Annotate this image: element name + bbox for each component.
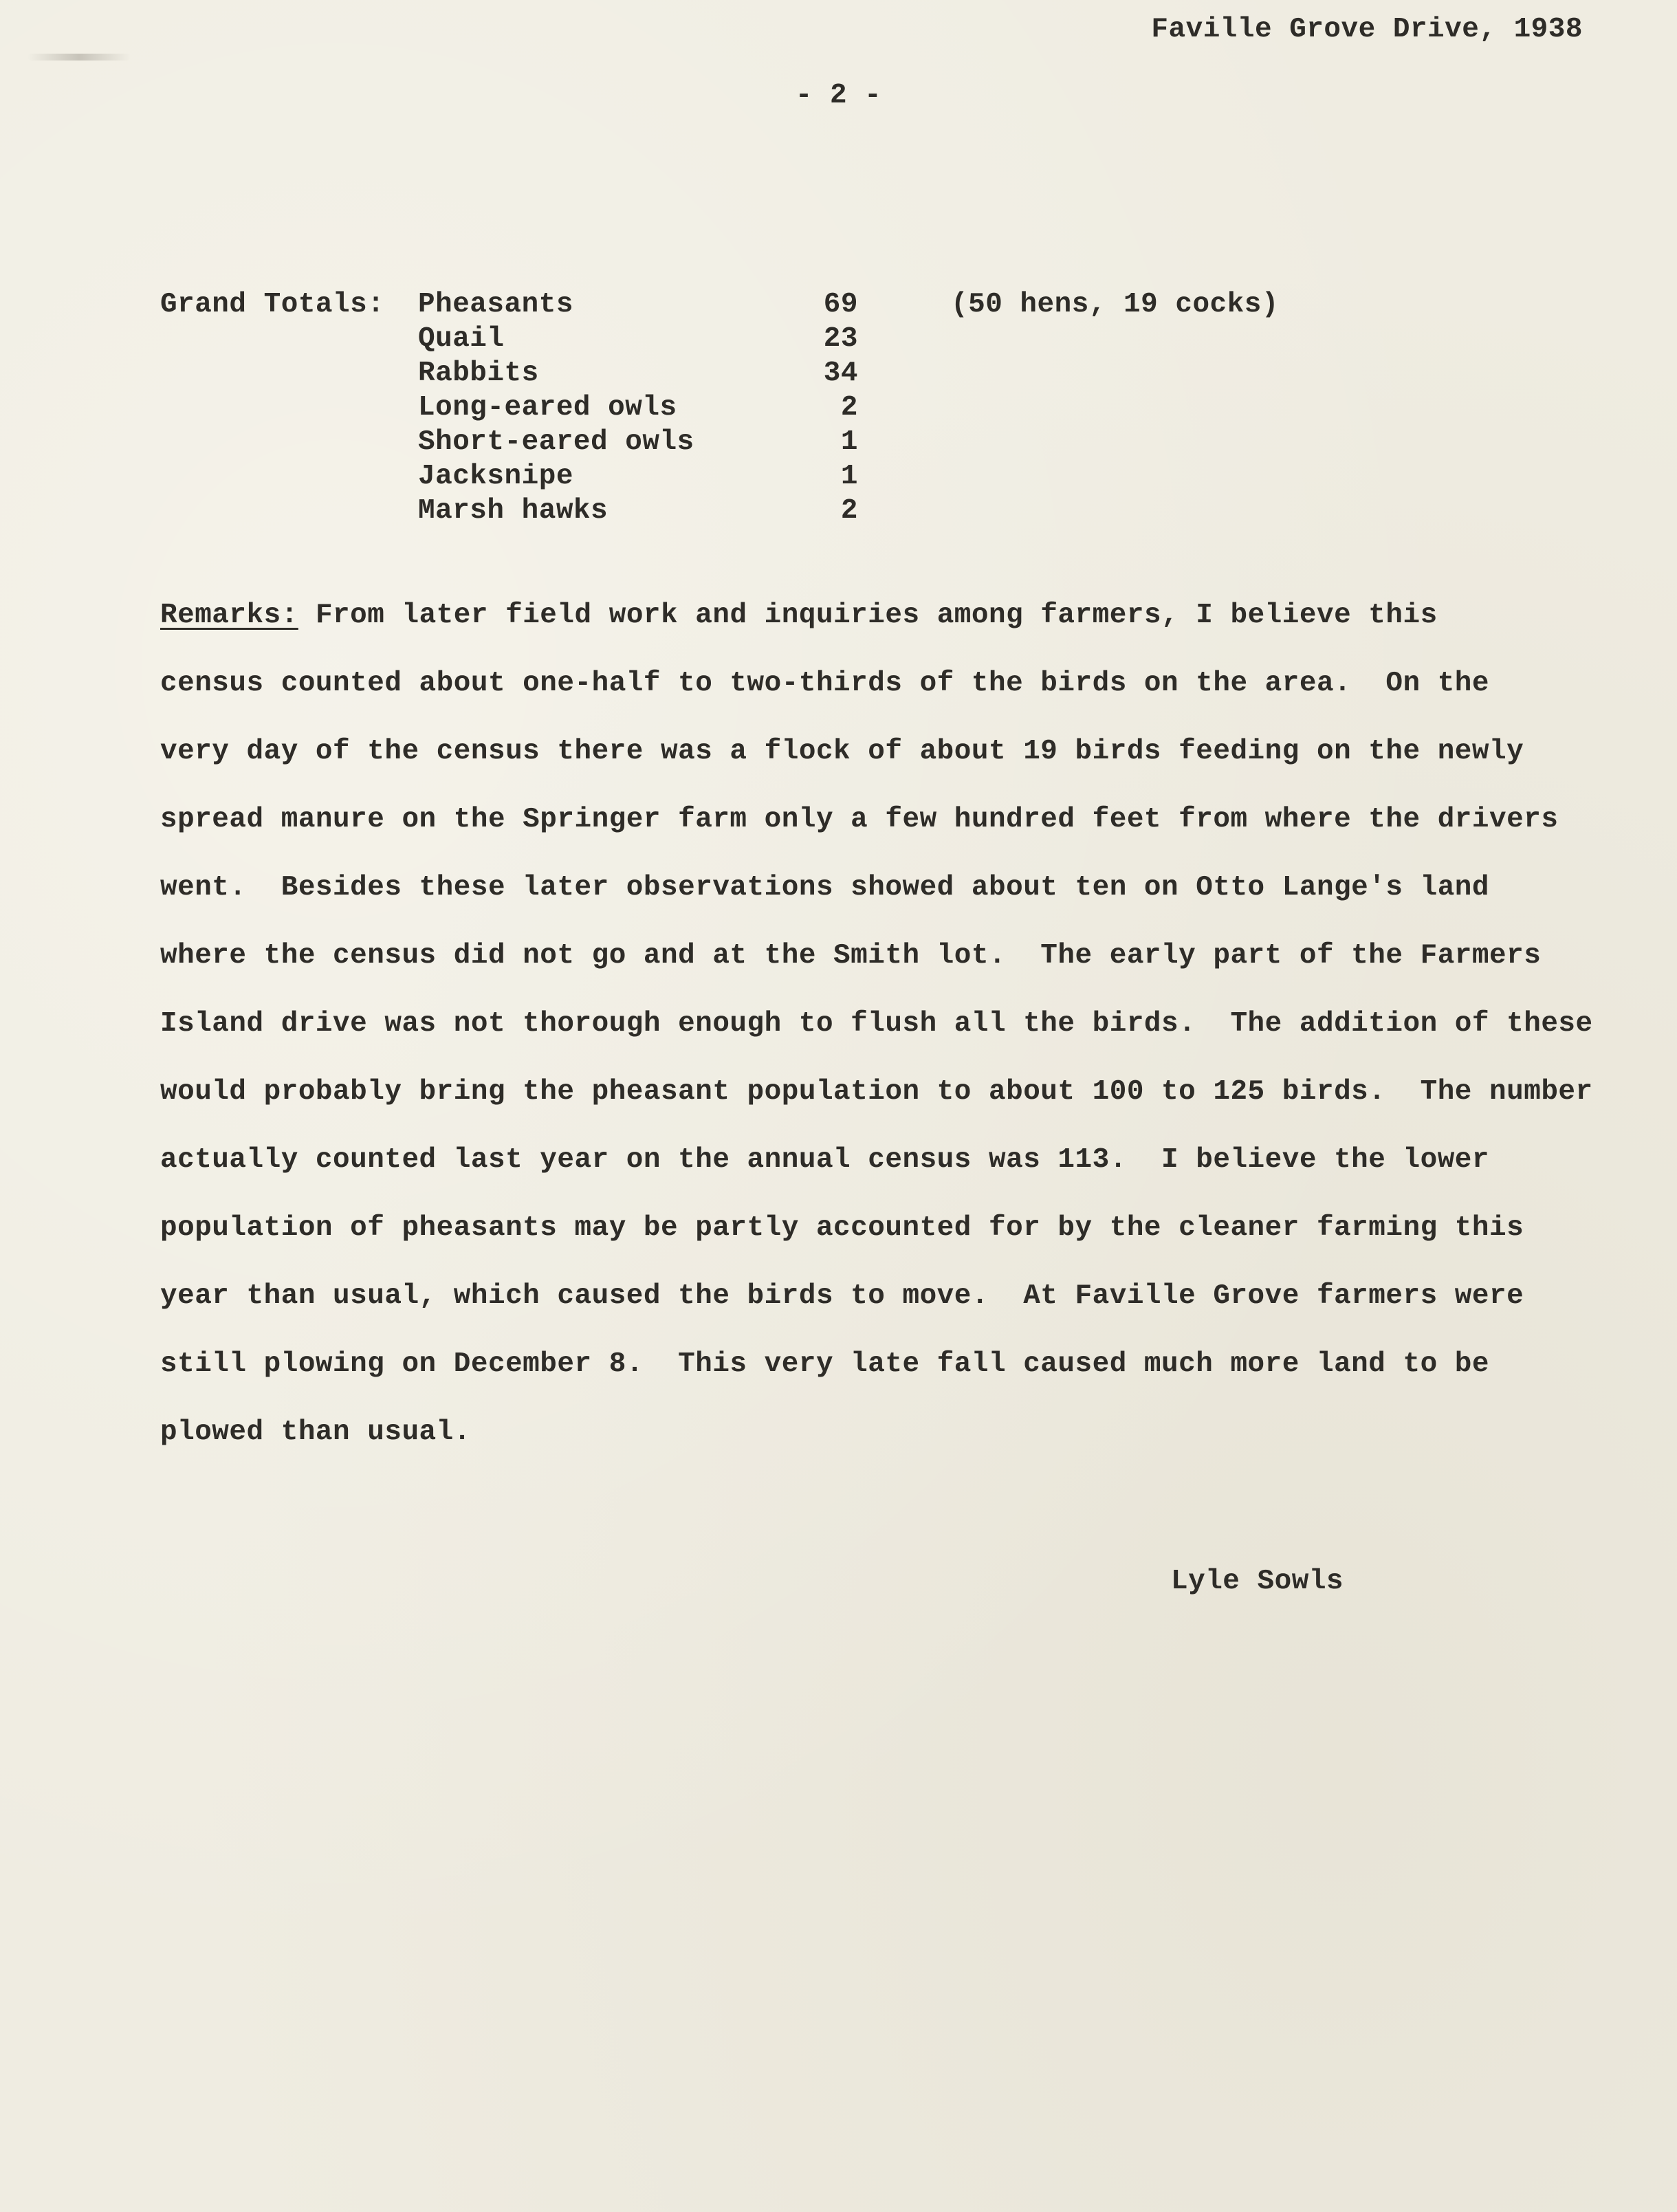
totals-row — [418, 426, 1381, 461]
document-header-title: Faville Grove Drive, 1938 — [1151, 14, 1583, 45]
totals-row — [418, 495, 1381, 529]
paper-smudge — [28, 54, 131, 61]
totals-species: Short-eared owls — [418, 426, 694, 458]
remarks-line: where the census did not go and at the Smith lot. The early part of the Farmers — [160, 940, 1542, 972]
remarks-line: actually counted last year on the annual census was 113. I believe the lower — [160, 1144, 1490, 1176]
totals-row — [418, 323, 1381, 358]
totals-count: 34 — [823, 358, 858, 389]
totals-count: 2 — [840, 392, 858, 424]
totals-species: Quail — [418, 323, 505, 355]
totals-row — [418, 461, 1381, 495]
remarks-line: went. Besides these later observations showed about ten on Otto Lange's land — [160, 872, 1490, 904]
page-number: - 2 - — [795, 80, 882, 111]
totals-count: 1 — [840, 461, 858, 492]
remarks-line: Island drive was not thorough enough to flush all the birds. The addition of these — [160, 1008, 1593, 1040]
totals-count: 23 — [823, 323, 858, 355]
totals-note: (50 hens, 19 cocks) — [951, 289, 1279, 320]
remarks-line: population of pheasants may be partly accounted for by the cleaner farming this — [160, 1212, 1524, 1244]
remarks-line: year than usual, which caused the birds to move. At Faville Grove farmers were — [160, 1280, 1524, 1312]
remarks-line: spread manure on the Springer farm only a few hundred feet from where the drivers — [160, 804, 1559, 835]
totals-species: Jacksnipe — [418, 461, 573, 492]
totals-row — [418, 289, 1381, 323]
remarks-line: would probably bring the pheasant population to about 100 to 125 birds. The number — [160, 1076, 1593, 1108]
totals-species: Marsh hawks — [418, 495, 609, 527]
totals-count: 2 — [840, 495, 858, 527]
remarks-line: still plowing on December 8. This very late fall caused much more land to be — [160, 1348, 1490, 1380]
remarks-label: Remarks: — [160, 600, 298, 631]
totals-species: Rabbits — [418, 358, 539, 389]
grand-totals-label: Grand Totals: — [160, 289, 385, 320]
remarks-line: census counted about one-half to two-thirds of the birds on the area. On the — [160, 668, 1490, 699]
totals-species: Pheasants — [418, 289, 573, 320]
remarks-line: plowed than usual. — [160, 1416, 471, 1448]
signature: Lyle Sowls — [1171, 1566, 1344, 1597]
totals-row — [418, 392, 1381, 426]
remarks-line-text: From later field work and inquiries among farmers, I believe this — [298, 600, 1438, 631]
totals-count: 1 — [840, 426, 858, 458]
totals-count: 69 — [823, 289, 858, 320]
totals-species: Long-eared owls — [418, 392, 677, 424]
remarks-line: very day of the census there was a flock of about 19 birds feeding on the newly — [160, 736, 1524, 767]
remarks-line — [160, 600, 1438, 641]
totals-row — [418, 358, 1381, 392]
